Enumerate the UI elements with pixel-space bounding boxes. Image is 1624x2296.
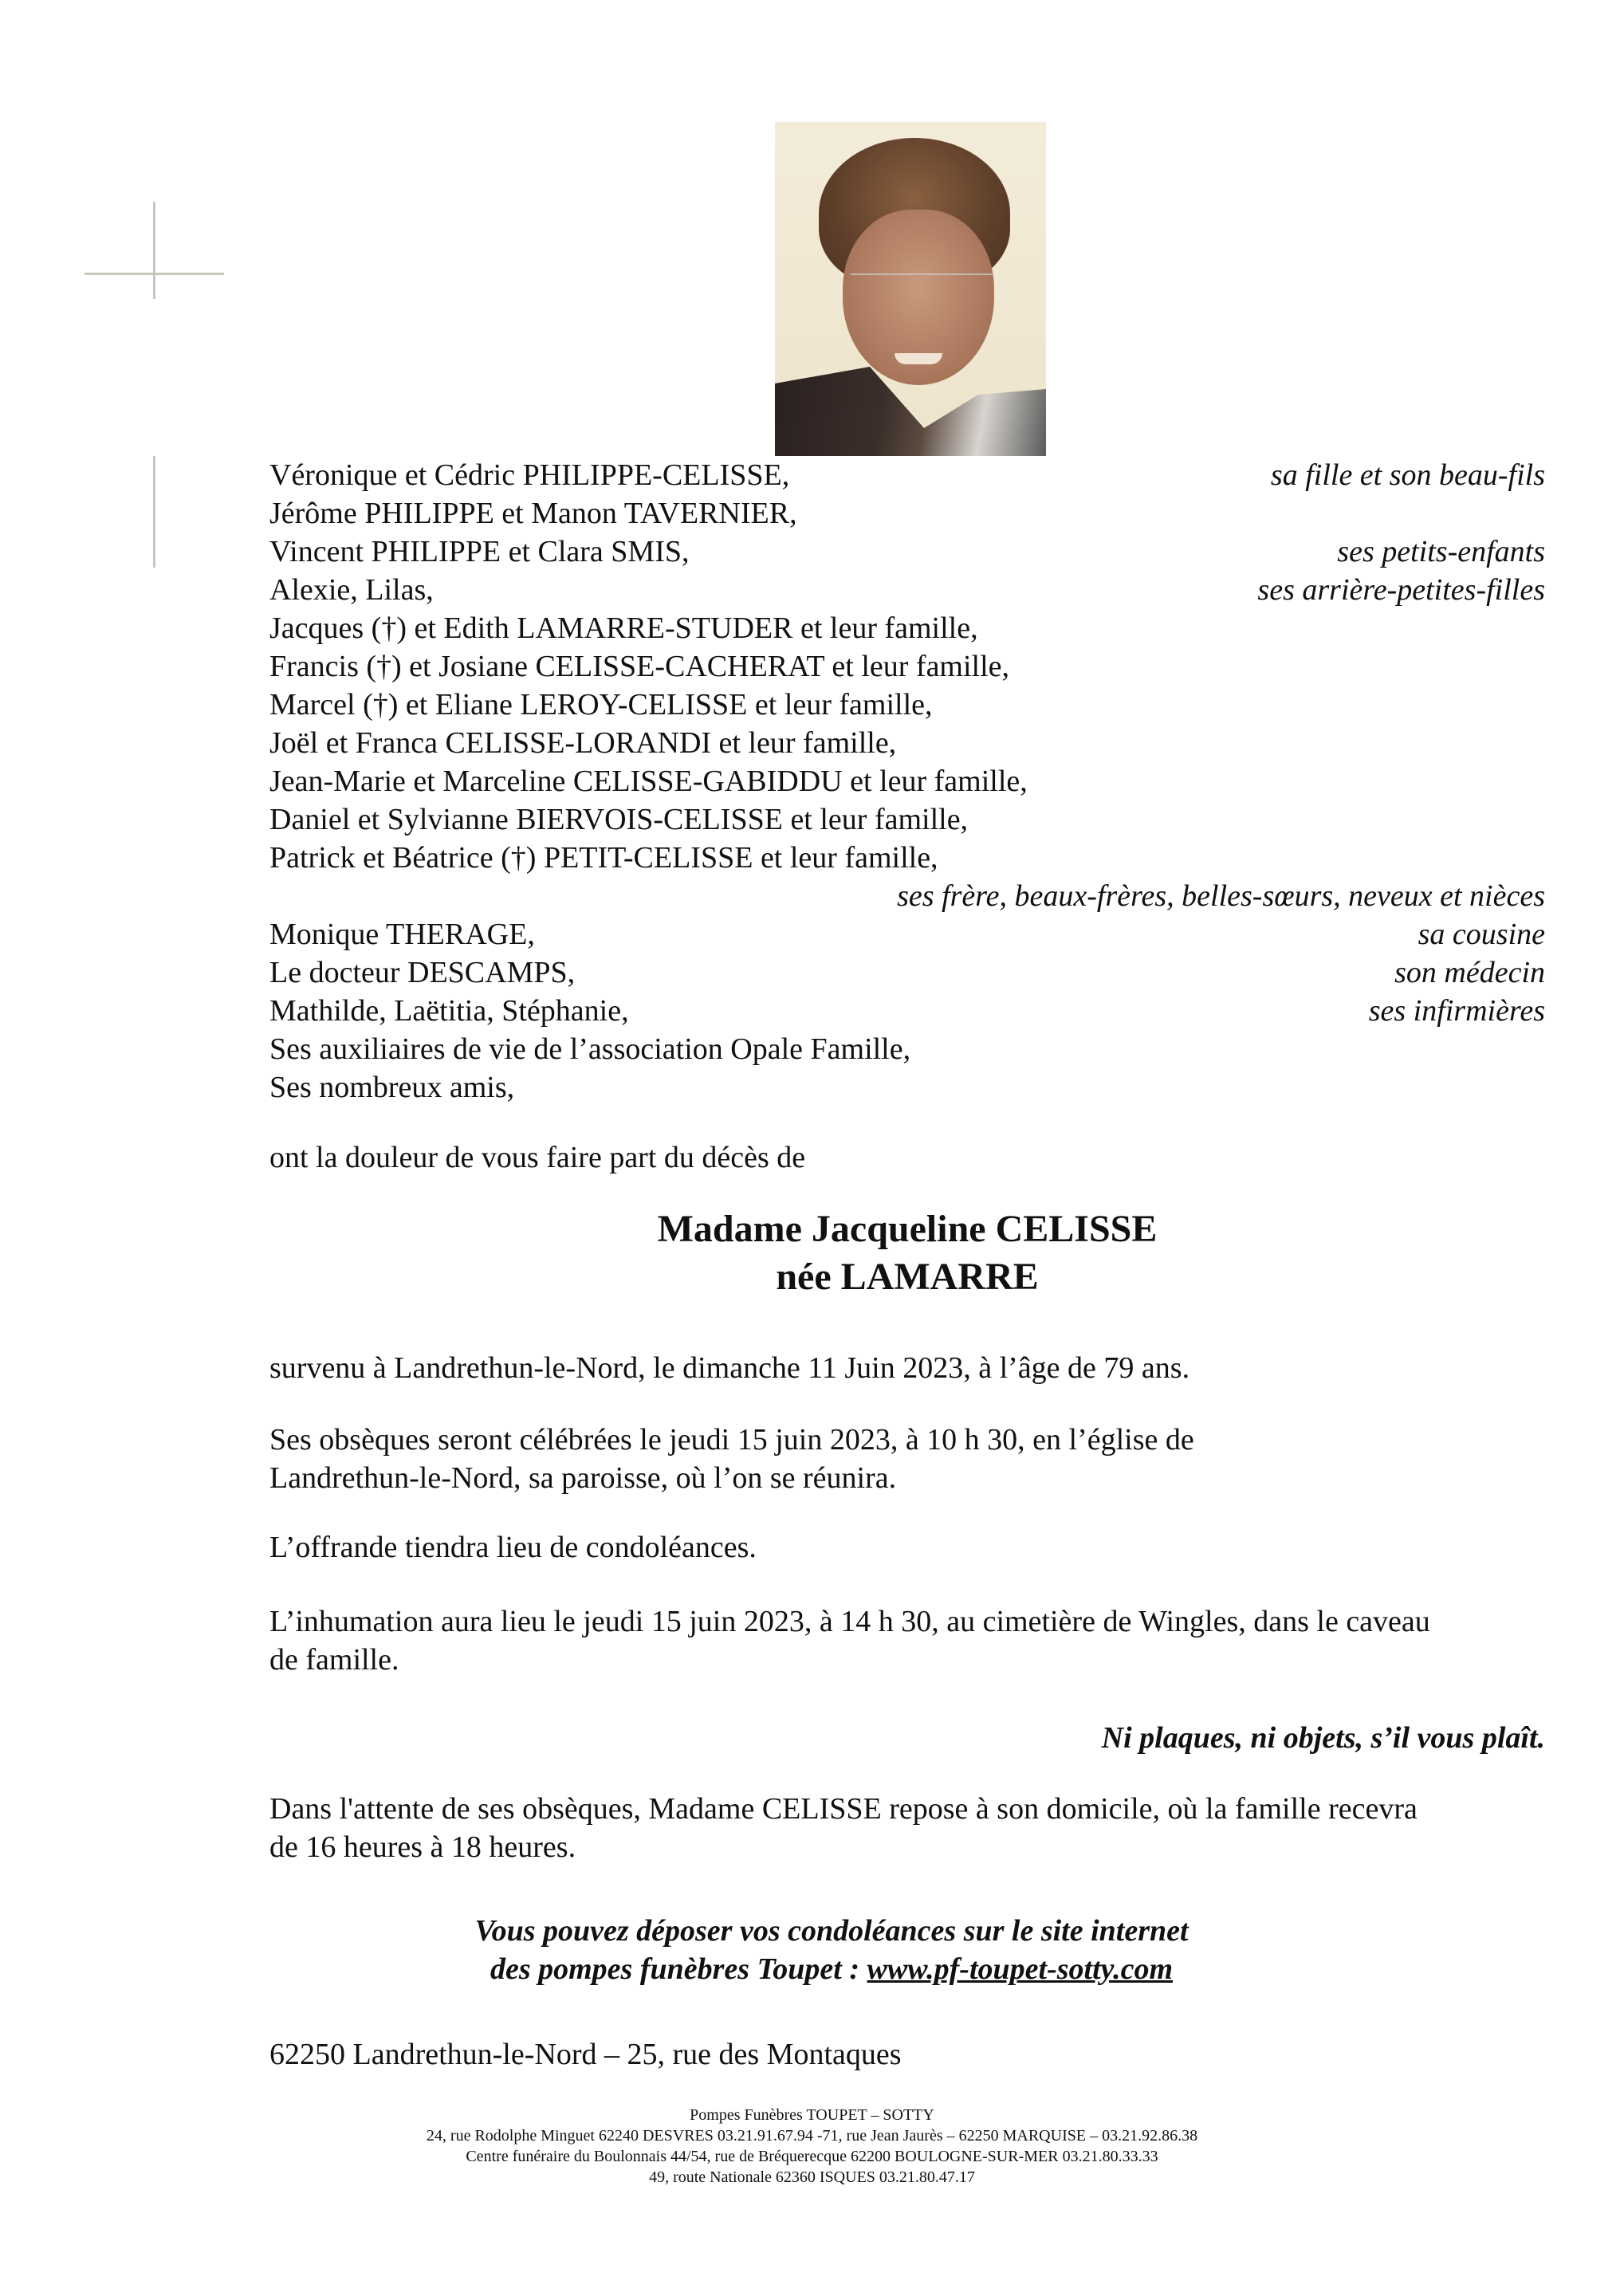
funeral-info: [269, 1421, 1194, 1497]
family-entry: [269, 724, 1545, 762]
family-entry-name: Patrick et Béatrice (†) PETIT-CELISSE et leur famille,: [269, 841, 938, 875]
family-entry-name: Alexie, Lilas,: [269, 573, 434, 607]
family-entry-name: Jean-Marie et Marceline CELISSE-GABIDDU et leur famille,: [269, 765, 1028, 798]
family-entry-name: Vincent PHILIPPE et Clara SMIS,: [269, 535, 690, 568]
family-entry: [269, 494, 1545, 533]
condolences-line: Vous pouvez déposer vos condoléances sur le site internet: [474, 1914, 1189, 1948]
footer-line: 49, route Nationale 62360 ISQUES 03.21.80.47.17: [649, 2168, 975, 2186]
condolences-prefix: des pompes funèbres Toupet :: [490, 1952, 867, 1986]
family-entry: [269, 647, 1545, 686]
family-list: [269, 456, 1545, 1107]
family-entry: [269, 571, 1545, 609]
deceased-name: Madame Jacqueline CELISSE: [657, 1208, 1158, 1250]
family-entry-relation: ses frère, beaux-frères, belles-sœurs, neveux et nièces: [897, 879, 1545, 913]
family-entry-name: Daniel et Sylvianne BIERVOIS-CELISSE et leur famille,: [269, 803, 969, 836]
family-entry-relation: sa cousine: [1418, 918, 1545, 951]
footer-line: 24, rue Rodolphe Minguet 62240 DESVRES 03.21.91.67.94 -71, rue Jean Jaurès – 62250 MARQUISE – 03.21.92.86.38: [426, 2127, 1198, 2145]
family-entry: [269, 839, 1545, 877]
family-entry-name: Ses auxiliaires de vie de l’association Opale Famille,: [269, 1032, 911, 1066]
wake-line: Dans l'attente de ses obsèques, Madame CELISSE repose à son domicile, où la famille recevra: [269, 1792, 1418, 1826]
family-entry-relation: sa fille et son beau-fils: [1270, 458, 1545, 492]
family-entry: [269, 1030, 1545, 1068]
burial-info: [269, 1602, 1430, 1679]
footer-company: Pompes Funèbres TOUPET – SOTTY: [690, 2106, 934, 2124]
home-address: 62250 Landrethun-le-Nord – 25, rue des Montaques: [269, 2038, 902, 2071]
family-entry: [269, 992, 1545, 1030]
announcement-intro: ont la douleur de vous faire part du décès de: [269, 1141, 806, 1174]
family-entry-name: Le docteur DESCAMPS,: [269, 956, 576, 989]
family-entry-name: Jacques (†) et Edith LAMARRE-STUDER et leur famille,: [269, 611, 978, 645]
burial-line: L’inhumation aura lieu le jeudi 15 juin 2023, à 14 h 30, au cimetière de Wingles, dans le caveau: [269, 1605, 1430, 1638]
burial-line: de famille.: [269, 1643, 399, 1677]
family-entry: [269, 1068, 1545, 1107]
family-entry: [269, 533, 1545, 571]
deceased-name-block: [269, 1205, 1545, 1301]
family-entry-name: Jérôme PHILIPPE et Manon TAVERNIER,: [269, 497, 797, 530]
deceased-maiden-name: née LAMARRE: [776, 1256, 1039, 1298]
wake-line: de 16 heures à 18 heures.: [269, 1830, 576, 1864]
deceased-portrait-photo: [775, 122, 1046, 456]
family-entry: [269, 762, 1545, 800]
family-entry-relation: ses petits-enfants: [1337, 535, 1545, 568]
funeral-line: Landrethun-le-Nord, sa paroisse, où l’on se réunira.: [269, 1461, 897, 1495]
family-entry-relation: son médecin: [1394, 956, 1545, 989]
family-entry: [269, 877, 1545, 915]
family-entry: [269, 800, 1545, 839]
family-entry: [269, 456, 1545, 494]
no-flowers-note: Ni plaques, ni objets, s’il vous plaît.: [1101, 1721, 1545, 1755]
family-entry-name: Marcel (†) et Eliane LEROY-CELISSE et leur famille,: [269, 688, 933, 721]
family-entry: [269, 915, 1545, 953]
family-entry-name: Véronique et Cédric PHILIPPE-CELISSE,: [269, 458, 790, 492]
family-entry-name: Mathilde, Laëtitia, Stéphanie,: [269, 994, 629, 1028]
family-entry: [269, 953, 1545, 992]
offering-note: L’offrande tiendra lieu de condoléances.: [269, 1531, 757, 1564]
condolences-line: [269, 1950, 1394, 1988]
family-entry: [269, 686, 1545, 724]
family-entry-name: Monique THERAGE,: [269, 918, 535, 951]
family-entry-relation: ses arrière-petites-filles: [1257, 573, 1545, 607]
funeral-home-website-link[interactable]: www.pf-toupet-sotty.com: [867, 1952, 1174, 1986]
footer-line: Centre funéraire du Boulonnais 44/54, rue de Bréquerecque 62200 BOULOGNE-SUR-MER 03.21.80.33.33: [466, 2148, 1158, 2165]
family-entry-name: Joël et Franca CELISSE-LORANDI et leur famille,: [269, 726, 897, 760]
condolences-note: [269, 1912, 1394, 1988]
family-entry: [269, 609, 1545, 647]
wake-info: [269, 1790, 1418, 1866]
family-entry-name: Francis (†) et Josiane CELISSE-CACHERAT et leur famille,: [269, 650, 1010, 683]
death-info: survenu à Landrethun-le-Nord, le dimanche 11 Juin 2023, à l’âge de 79 ans.: [269, 1351, 1190, 1385]
funeral-home-footer: [0, 2105, 1624, 2188]
family-entry-name: Ses nombreux amis,: [269, 1071, 515, 1104]
family-entry-relation: ses infirmières: [1368, 994, 1545, 1028]
funeral-line: Ses obsèques seront célébrées le jeudi 15 juin 2023, à 10 h 30, en l’église de: [269, 1423, 1194, 1457]
